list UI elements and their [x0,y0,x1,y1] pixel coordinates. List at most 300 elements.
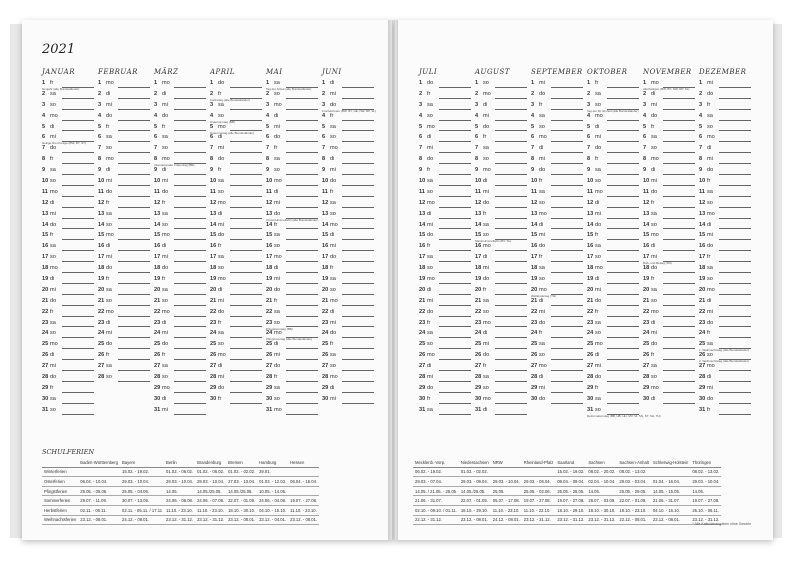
day-row[interactable] [266,178,318,189]
day-row[interactable] [98,222,150,233]
day-row[interactable] [154,167,206,178]
day-row[interactable] [643,91,695,102]
day-row[interactable] [419,341,471,352]
day-row[interactable] [42,352,94,363]
day-row[interactable] [475,287,527,298]
day-row[interactable] [42,341,94,352]
day-row[interactable] [154,200,206,211]
day-row[interactable] [42,200,94,211]
day-row[interactable] [531,385,583,396]
day-row[interactable] [42,145,94,156]
day-row[interactable] [643,200,695,211]
day-row[interactable] [210,156,262,167]
day-row[interactable] [475,80,527,91]
day-row[interactable] [322,189,374,200]
day-row[interactable] [419,320,471,331]
day-row[interactable] [266,222,318,233]
day-row[interactable] [98,80,150,91]
day-row[interactable] [42,385,94,396]
day-row[interactable] [531,298,583,309]
day-row[interactable] [475,189,527,200]
day-row[interactable] [98,91,150,102]
day-row[interactable] [643,265,695,276]
day-row[interactable] [322,309,374,320]
day-row[interactable] [266,124,318,135]
day-row[interactable] [699,385,751,396]
day-row[interactable] [210,330,262,341]
day-row[interactable] [98,298,150,309]
day-row[interactable] [98,178,150,189]
day-row[interactable] [42,396,94,407]
day-row[interactable] [210,265,262,276]
day-row[interactable] [154,265,206,276]
day-row[interactable] [266,287,318,298]
day-row[interactable] [643,178,695,189]
day-row[interactable] [643,232,695,243]
day-row[interactable] [322,298,374,309]
day-row[interactable] [531,222,583,233]
day-row[interactable] [210,298,262,309]
day-row[interactable] [587,363,639,374]
day-row[interactable] [419,156,471,167]
day-row[interactable] [419,189,471,200]
day-row[interactable] [154,134,206,145]
day-row[interactable] [210,178,262,189]
day-row[interactable] [42,287,94,298]
day-row[interactable] [98,276,150,287]
day-row[interactable] [531,113,583,124]
day-row[interactable] [154,178,206,189]
day-row[interactable] [475,102,527,113]
day-row[interactable] [699,102,751,113]
day-row[interactable] [322,156,374,167]
day-row[interactable] [42,232,94,243]
day-row[interactable] [587,134,639,145]
day-row[interactable] [210,287,262,298]
day-row[interactable] [419,102,471,113]
day-row[interactable] [322,243,374,254]
day-row[interactable] [475,309,527,320]
day-row[interactable] [643,80,695,91]
day-row[interactable] [531,341,583,352]
day-row[interactable] [266,91,318,102]
day-row[interactable] [154,222,206,233]
day-row[interactable] [42,178,94,189]
day-row[interactable] [531,156,583,167]
day-row[interactable] [587,178,639,189]
day-row[interactable] [587,385,639,396]
day-row[interactable] [531,134,583,145]
day-row[interactable] [699,320,751,331]
day-row[interactable] [210,113,262,124]
day-row[interactable] [531,374,583,385]
day-row[interactable] [643,320,695,331]
day-row[interactable] [419,222,471,233]
day-row[interactable] [98,211,150,222]
day-row[interactable] [475,254,527,265]
day-row[interactable] [587,374,639,385]
day-row[interactable] [266,145,318,156]
day-row[interactable] [42,189,94,200]
day-row[interactable] [587,406,661,418]
day-row[interactable] [322,320,374,331]
day-row[interactable] [587,189,639,200]
day-row[interactable] [531,265,583,276]
day-row[interactable] [210,91,262,102]
day-row[interactable] [322,254,374,265]
day-row[interactable] [154,156,206,167]
day-row[interactable] [419,113,471,124]
day-row[interactable] [699,265,751,276]
day-row[interactable] [266,309,318,320]
day-row[interactable] [475,298,527,309]
day-row[interactable] [266,211,318,222]
day-row[interactable] [154,145,206,156]
day-row[interactable] [210,102,262,113]
day-row[interactable] [210,352,262,363]
day-row[interactable] [322,232,374,243]
day-row[interactable] [98,374,150,385]
day-row[interactable] [475,320,527,331]
day-row[interactable] [587,145,639,156]
day-row[interactable] [98,189,150,200]
day-row[interactable] [322,330,374,341]
day-row[interactable] [98,330,150,341]
day-row[interactable] [210,80,262,91]
day-row[interactable] [419,309,471,320]
day-row[interactable] [42,320,94,331]
day-row[interactable] [322,91,374,102]
day-row[interactable] [42,407,94,418]
day-row[interactable] [322,222,374,233]
day-row[interactable] [42,113,94,124]
day-row[interactable] [419,200,471,211]
day-row[interactable] [587,298,639,309]
day-row[interactable] [266,134,318,145]
day-row[interactable] [699,330,751,341]
day-row[interactable] [475,363,527,374]
day-row[interactable] [266,265,318,276]
day-row[interactable] [643,124,695,135]
day-row[interactable] [98,232,150,243]
day-row[interactable] [42,276,94,287]
day-row[interactable] [587,222,639,233]
day-row[interactable] [643,222,695,233]
day-row[interactable] [322,113,374,124]
day-row[interactable] [587,243,639,254]
day-row[interactable] [643,189,695,200]
day-row[interactable] [154,330,206,341]
day-row[interactable] [587,80,639,91]
day-row[interactable] [322,80,374,91]
day-row[interactable] [419,330,471,341]
day-row[interactable] [154,113,206,124]
day-row[interactable] [643,167,695,178]
day-row[interactable] [531,167,583,178]
day-row[interactable] [266,363,318,374]
day-row[interactable] [419,298,471,309]
day-row[interactable] [154,352,206,363]
day-row[interactable] [98,102,150,113]
day-row[interactable] [210,124,262,135]
day-row[interactable] [154,254,206,265]
day-row[interactable] [266,243,318,254]
day-row[interactable] [322,385,374,396]
day-row[interactable] [98,287,150,298]
day-row[interactable] [42,102,94,113]
day-row[interactable] [154,124,206,135]
day-row[interactable] [699,189,751,200]
day-row[interactable] [475,91,527,102]
day-row[interactable] [98,363,150,374]
day-row[interactable] [475,341,527,352]
day-row[interactable] [699,113,751,124]
day-row[interactable] [266,113,318,124]
day-row[interactable] [531,363,583,374]
day-row[interactable] [531,232,583,243]
day-row[interactable] [98,124,150,135]
day-row[interactable] [699,200,751,211]
day-row[interactable] [210,276,262,287]
day-row[interactable] [322,101,377,113]
day-row[interactable] [210,243,262,254]
day-row[interactable] [98,341,150,352]
day-row[interactable] [322,211,374,222]
day-row[interactable] [587,330,639,341]
day-row[interactable] [419,287,471,298]
day-row[interactable] [587,341,639,352]
day-row[interactable] [475,200,527,211]
day-row[interactable] [98,156,150,167]
day-row[interactable] [587,156,639,167]
day-row[interactable] [266,298,318,309]
day-row[interactable] [699,276,751,287]
day-row[interactable] [266,374,318,385]
day-row[interactable] [475,134,527,145]
day-row[interactable] [98,167,150,178]
day-row[interactable] [475,407,527,418]
day-row[interactable] [587,113,639,124]
day-row[interactable] [98,254,150,265]
day-row[interactable] [419,134,471,145]
day-row[interactable] [699,374,751,385]
day-row[interactable] [42,298,94,309]
day-row[interactable] [42,167,94,178]
day-row[interactable] [643,243,695,254]
day-row[interactable] [322,145,374,156]
day-row[interactable] [587,309,639,320]
day-row[interactable] [643,330,695,341]
day-row[interactable] [475,113,527,124]
day-row[interactable] [154,80,206,91]
day-row[interactable] [531,91,583,102]
day-row[interactable] [531,145,583,156]
day-row[interactable] [531,80,583,91]
day-row[interactable] [475,330,527,341]
day-row[interactable] [266,385,318,396]
day-row[interactable] [210,232,262,243]
day-row[interactable] [210,211,262,222]
day-row[interactable] [587,102,639,113]
day-row[interactable] [154,232,206,243]
day-row[interactable] [154,287,206,298]
day-row[interactable] [42,243,94,254]
day-row[interactable] [266,276,318,287]
day-row[interactable] [42,124,94,135]
day-row[interactable] [154,363,206,374]
day-row[interactable] [322,200,374,211]
day-row[interactable] [266,320,318,331]
day-row[interactable] [475,243,527,254]
day-row[interactable] [322,178,374,189]
day-row[interactable] [643,298,695,309]
day-row[interactable] [699,352,751,363]
day-row[interactable] [154,407,206,418]
day-row[interactable] [699,232,751,243]
day-row[interactable] [475,232,527,243]
day-row[interactable] [475,374,527,385]
day-row[interactable] [531,189,583,200]
day-row[interactable] [266,189,318,200]
day-row[interactable] [587,254,639,265]
day-row[interactable] [531,287,583,298]
day-row[interactable] [643,287,695,298]
day-row[interactable] [643,145,695,156]
day-row[interactable] [531,200,583,211]
day-row[interactable] [531,330,583,341]
day-row[interactable] [210,396,262,407]
day-row[interactable] [475,396,527,407]
day-row[interactable] [419,178,471,189]
day-row[interactable] [475,265,527,276]
day-row[interactable] [475,124,527,135]
day-row[interactable] [587,124,639,135]
day-row[interactable] [210,222,262,233]
day-row[interactable] [154,341,206,352]
day-row[interactable] [419,374,471,385]
day-row[interactable] [42,211,94,222]
day-row[interactable] [266,396,318,407]
day-row[interactable] [419,276,471,287]
day-row[interactable] [210,254,262,265]
day-row[interactable] [266,407,318,418]
day-row[interactable] [587,396,639,407]
day-row[interactable] [643,352,695,363]
day-row[interactable] [699,80,751,91]
day-row[interactable] [475,167,527,178]
day-row[interactable] [210,363,262,374]
day-row[interactable] [98,134,150,145]
day-row[interactable] [419,254,471,265]
day-row[interactable] [643,374,695,385]
day-row[interactable] [587,287,639,298]
day-row[interactable] [322,287,374,298]
day-row[interactable] [210,200,262,211]
day-row[interactable] [699,396,751,407]
day-row[interactable] [475,178,527,189]
day-row[interactable] [587,91,639,102]
day-row[interactable] [98,320,150,331]
day-row[interactable] [531,102,583,113]
day-row[interactable] [42,265,94,276]
day-row[interactable] [475,385,527,396]
day-row[interactable] [587,276,639,287]
day-row[interactable] [419,211,471,222]
day-row[interactable] [419,232,471,243]
day-row[interactable] [475,156,527,167]
day-row[interactable] [643,276,695,287]
day-row[interactable] [266,330,318,341]
day-row[interactable] [699,145,751,156]
day-row[interactable] [643,309,695,320]
day-row[interactable] [42,156,94,167]
day-row[interactable] [154,320,206,331]
day-row[interactable] [42,134,94,145]
day-row[interactable] [322,265,374,276]
day-row[interactable] [322,341,374,352]
day-row[interactable] [699,222,751,233]
day-row[interactable] [42,363,94,374]
day-row[interactable] [419,124,471,135]
day-row[interactable] [42,80,94,91]
day-row[interactable] [419,167,471,178]
day-row[interactable] [266,156,318,167]
day-row[interactable] [699,363,751,374]
day-row[interactable] [475,222,527,233]
day-row[interactable] [322,124,374,135]
day-row[interactable] [475,276,527,287]
day-row[interactable] [42,309,94,320]
day-row[interactable] [699,298,751,309]
day-row[interactable] [531,352,583,363]
day-row[interactable] [210,145,262,156]
day-row[interactable] [322,134,374,145]
day-row[interactable] [531,396,583,407]
day-row[interactable] [699,243,751,254]
day-row[interactable] [643,211,695,222]
day-row[interactable] [475,211,527,222]
day-row[interactable] [699,341,751,352]
day-row[interactable] [154,298,206,309]
day-row[interactable] [475,352,527,363]
day-row[interactable] [210,385,262,396]
day-row[interactable] [154,385,206,396]
day-row[interactable] [531,178,583,189]
day-row[interactable] [210,134,262,145]
day-row[interactable] [699,407,751,418]
day-row[interactable] [154,374,206,385]
day-row[interactable] [643,385,695,396]
day-row[interactable] [154,91,206,102]
day-row[interactable] [587,232,639,243]
day-row[interactable] [699,309,751,320]
day-row[interactable] [42,91,94,102]
day-row[interactable] [587,167,639,178]
day-row[interactable] [98,352,150,363]
day-row[interactable] [531,320,583,331]
day-row[interactable] [210,374,262,385]
day-row[interactable] [643,254,695,265]
day-row[interactable] [643,113,695,124]
day-row[interactable] [419,407,471,418]
day-row[interactable] [322,167,374,178]
day-row[interactable] [699,178,751,189]
day-row[interactable] [699,254,751,265]
day-row[interactable] [322,352,374,363]
day-row[interactable] [643,396,695,407]
day-row[interactable] [419,385,471,396]
day-row[interactable] [322,396,374,407]
